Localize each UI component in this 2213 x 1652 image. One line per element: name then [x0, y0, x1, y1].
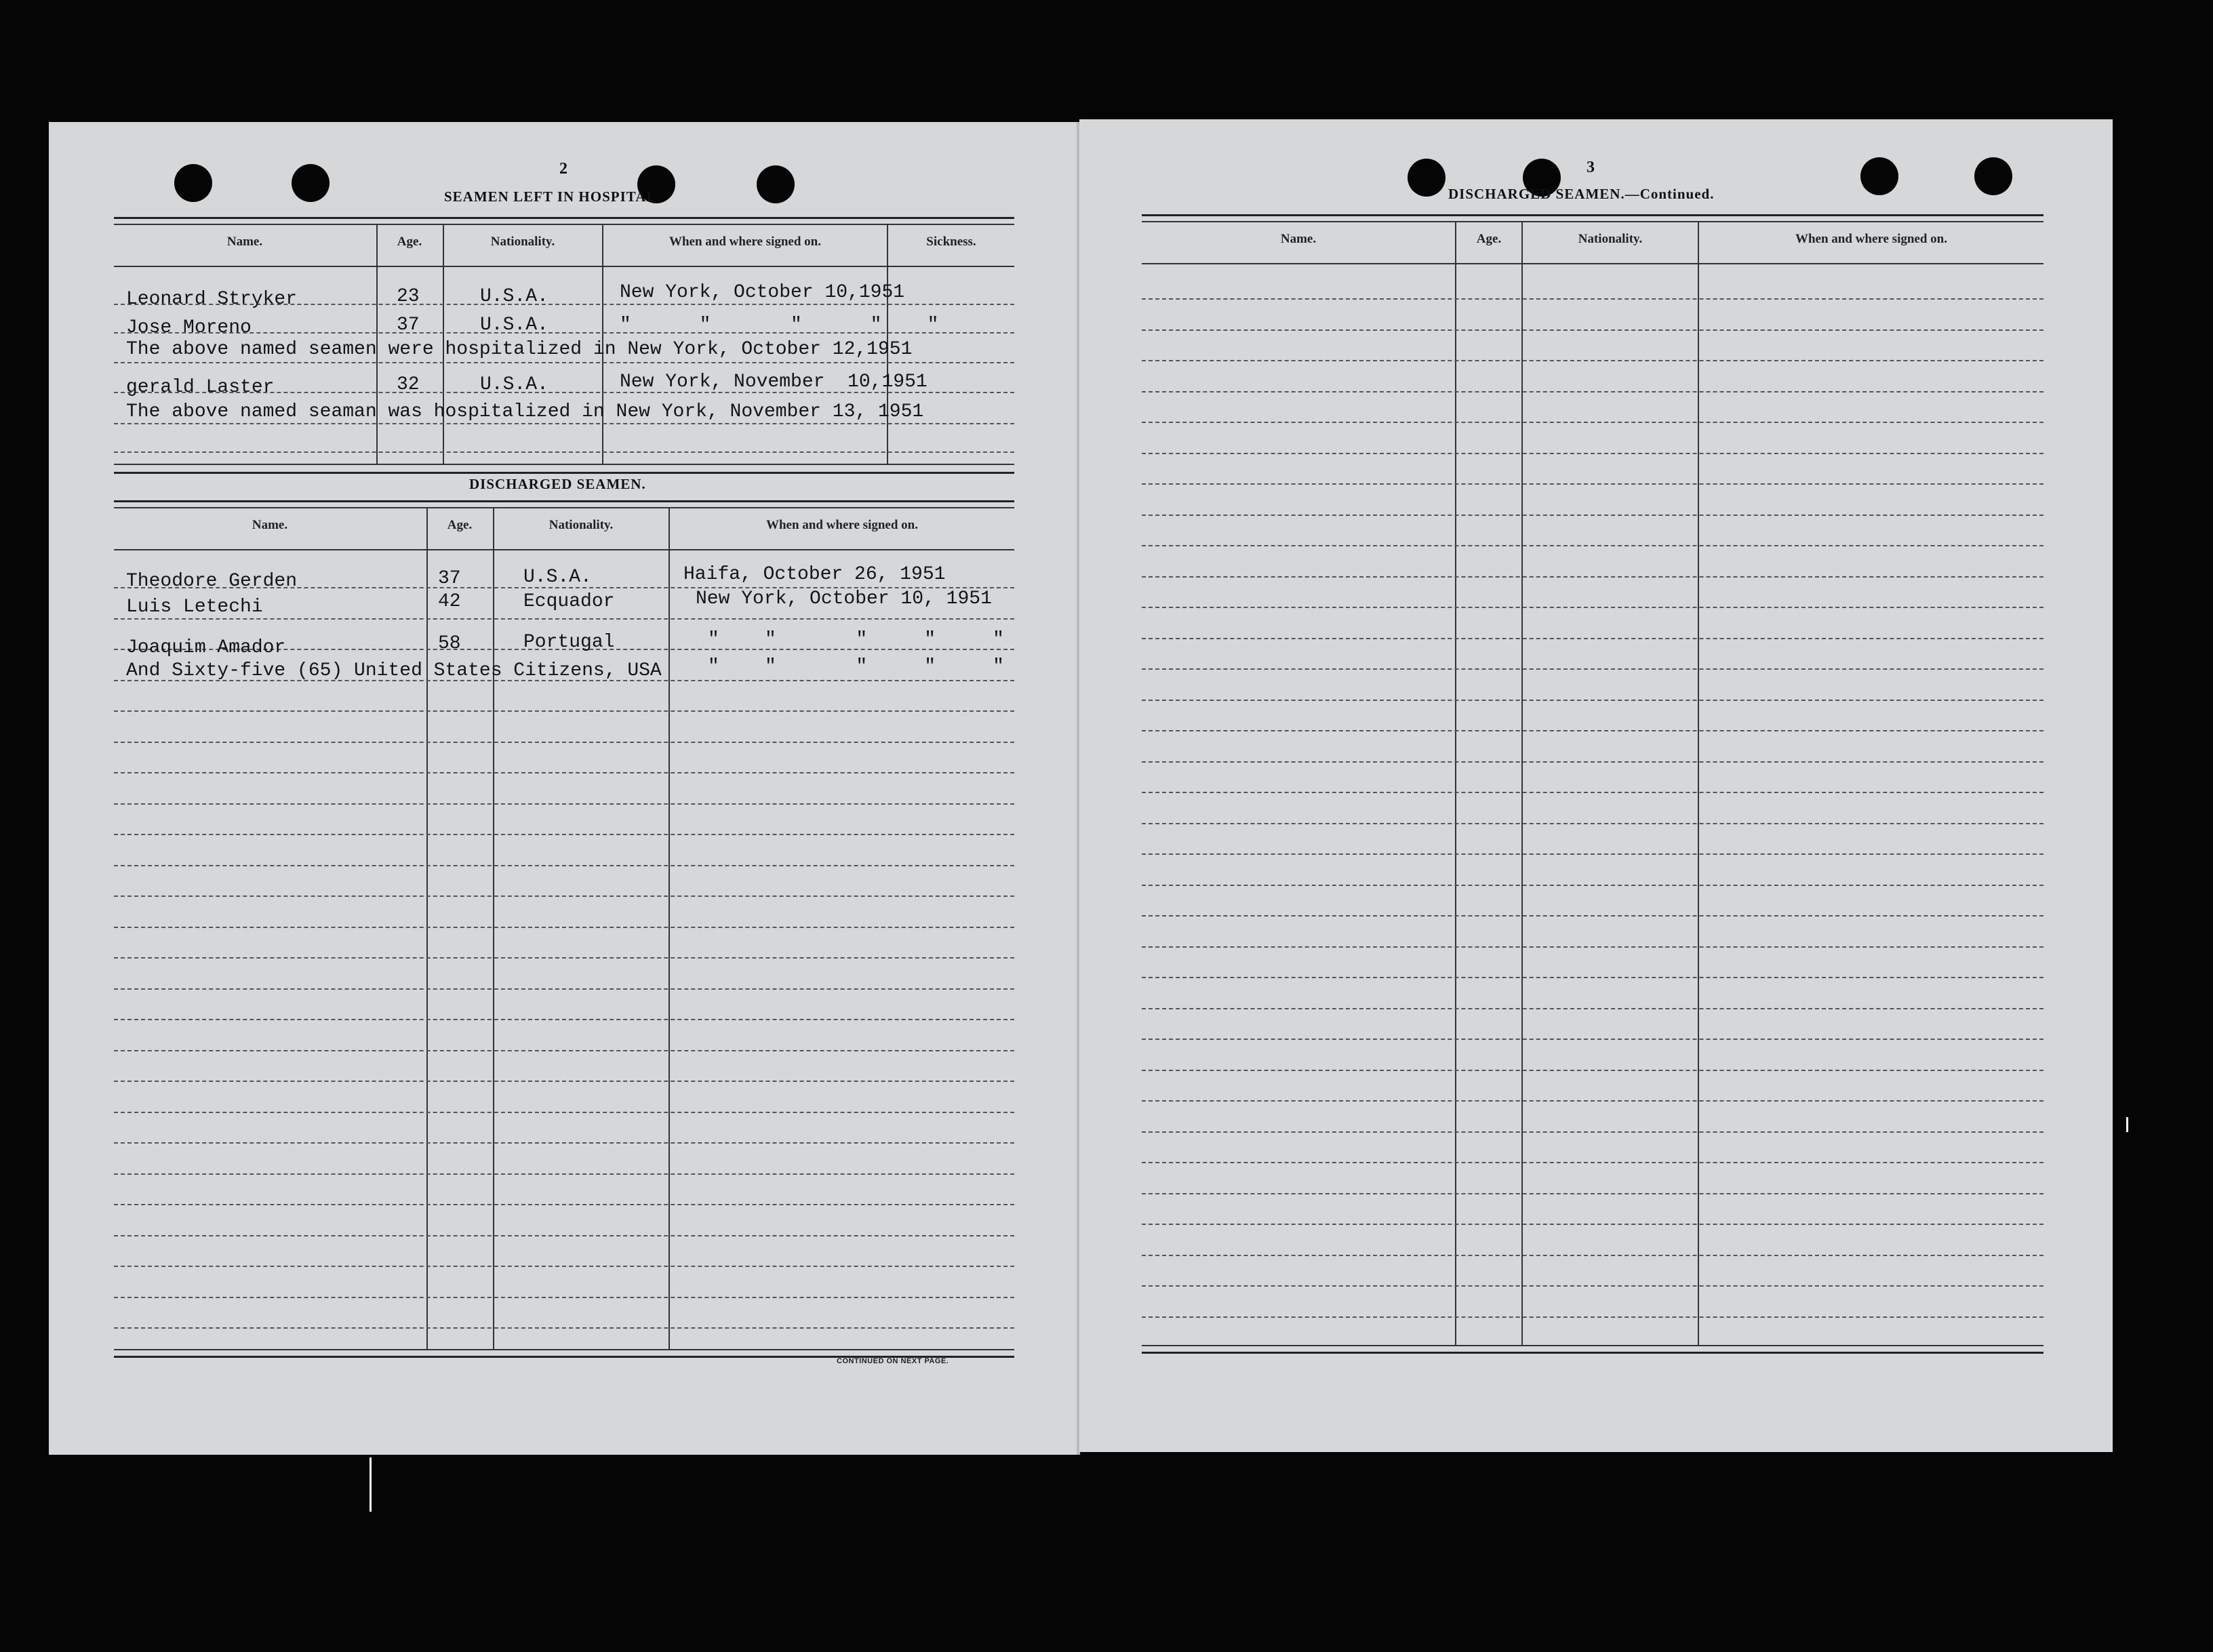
- right-col-name: Name.: [1280, 232, 1317, 246]
- ruled-row-line: [114, 1081, 1014, 1082]
- right-section-title: DISCHARGED SEAMEN.—Continued.: [1448, 186, 1715, 202]
- ruled-row-line: [1142, 1070, 2043, 1071]
- discharged-section-title: DISCHARGED SEAMEN.: [469, 476, 646, 492]
- ruled-row-line: [114, 803, 1014, 805]
- ruled-row-line: [1142, 576, 2043, 578]
- hospital-row-nationality: U.S.A.: [480, 315, 549, 336]
- hospital-row-age: 32: [397, 374, 420, 395]
- continued-footer: CONTINUED ON NEXT PAGE.: [837, 1357, 949, 1365]
- hospital-row-rule: [114, 423, 1014, 424]
- discharged-col-age: Age.: [447, 518, 473, 532]
- ruled-row-line: [114, 1327, 1014, 1329]
- right-page-number: 3: [1587, 159, 1595, 176]
- hospital-note: The above named seaman was hospitalized in New York, November 13, 1951: [126, 401, 924, 422]
- right-header-bottom-rule: [1142, 263, 2043, 264]
- ruled-row-line: [114, 834, 1014, 835]
- right-col-signed-on: When and where signed on.: [1795, 232, 1947, 246]
- discharged-header-bottom-rule: [114, 549, 1014, 550]
- ruled-row-line: [114, 1266, 1014, 1267]
- hospital-col-sickness: Sickness.: [926, 235, 976, 249]
- right-table-top-rule-2: [1142, 221, 2043, 222]
- hospital-col-age: Age.: [397, 235, 422, 249]
- hospital-row-rule: [114, 451, 1014, 453]
- right-col-age: Age.: [1476, 232, 1502, 246]
- discharged-col-divider: [669, 508, 670, 1349]
- ruled-row-line: [114, 1019, 1014, 1020]
- hospital-table-top-rule: [114, 217, 1014, 219]
- right-table-bottom-rule: [1142, 1345, 2043, 1346]
- discharged-col-divider: [426, 508, 428, 1349]
- ruled-row-line: [114, 710, 1014, 712]
- ruled-row-line: [1142, 298, 2043, 300]
- ruled-row-line: [114, 1112, 1014, 1113]
- discharged-col-signed-on: When and where signed on.: [765, 518, 918, 532]
- ruled-row-line: [114, 772, 1014, 773]
- ruled-row-line: [114, 895, 1014, 897]
- ruled-row-line: [1142, 391, 2043, 392]
- hospital-col-nationality: Nationality.: [490, 235, 555, 249]
- discharged-table-top-rule: [114, 500, 1014, 502]
- hospital-row-age: 23: [397, 286, 420, 307]
- punch-hole: [1408, 159, 1446, 197]
- right-page: [1079, 119, 2113, 1452]
- ruled-row-line: [1142, 607, 2043, 608]
- ruled-row-line: [114, 957, 1014, 959]
- discharged-col-nationality: Nationality.: [549, 518, 614, 532]
- punch-hole: [1860, 157, 1898, 195]
- scan-artifact: [370, 1457, 372, 1512]
- hospital-row-name: Jose Moreno: [126, 317, 252, 338]
- ruled-row-line: [1142, 946, 2043, 948]
- discharged-table-bottom-rule: [114, 1349, 1014, 1350]
- ruled-row-line: [1142, 1255, 2043, 1256]
- discharged-row-name: Joaquim Amador: [126, 637, 286, 658]
- discharged-row-age: 58: [438, 633, 461, 654]
- discharged-row-signed-on: Haifa, October 26, 1951: [683, 564, 946, 585]
- ruled-row-line: [1142, 1039, 2043, 1040]
- ruled-row-line: [1142, 1100, 2043, 1102]
- punch-hole: [757, 165, 795, 203]
- discharged-table-top-rule-2: [114, 507, 1014, 508]
- hospital-table-bottom-rule: [114, 464, 1014, 465]
- left-page-number: 2: [559, 160, 567, 178]
- ruled-row-line: [1142, 638, 2043, 639]
- ruled-row-line: [1142, 792, 2043, 793]
- ruled-row-line: [1142, 360, 2043, 361]
- hospital-row-age: 37: [397, 315, 420, 336]
- right-table-bottom-rule-2: [1142, 1352, 2043, 1354]
- right-col-nationality: Nationality.: [1578, 232, 1643, 246]
- discharged-row-nationality: Portugal: [523, 632, 615, 653]
- punch-hole: [1974, 157, 2012, 195]
- ruled-row-line: [114, 1204, 1014, 1205]
- ruled-row-line: [114, 1050, 1014, 1051]
- discharged-row-age: 37: [438, 568, 461, 589]
- ruled-row-line: [114, 1173, 1014, 1175]
- ruled-row-line: [1142, 1008, 2043, 1009]
- hospital-row-signed-on: New York, October 10,1951: [620, 282, 905, 303]
- discharged-row-signed-on: " " " " ": [708, 629, 1004, 650]
- hospital-col-signed-on: When and where signed on.: [669, 235, 821, 249]
- hospital-header-bottom-rule: [114, 266, 1014, 267]
- ruled-row-line: [114, 988, 1014, 990]
- ruled-row-line: [1142, 422, 2043, 423]
- ruled-row-line: [1142, 1193, 2043, 1194]
- ruled-row-line: [1142, 1285, 2043, 1287]
- ruled-row-line: [1142, 453, 2043, 454]
- hospital-row-signed-on: " " " " ": [620, 315, 939, 336]
- punch-hole: [292, 164, 330, 202]
- discharged-row-age: 42: [438, 591, 461, 612]
- ruled-row-line: [1142, 1316, 2043, 1318]
- ruled-row-line: [1142, 700, 2043, 701]
- discharged-row-nationality: Ecquador: [523, 591, 615, 612]
- hospital-table-bottom-rule-2: [114, 472, 1014, 474]
- ruled-row-line: [1142, 515, 2043, 516]
- ruled-row-line: [114, 1142, 1014, 1144]
- scan-artifact: [2126, 1117, 2128, 1132]
- ruled-row-line: [1142, 853, 2043, 855]
- discharged-row-signed-on: " " " " ": [708, 656, 1004, 677]
- ruled-row-line: [114, 742, 1014, 743]
- ruled-row-line: [1142, 885, 2043, 886]
- discharged-row-name: And Sixty-five (65) United States Citizens, USA: [126, 660, 662, 681]
- hospital-note: The above named seamen were hospitalized in New York, October 12,1951: [126, 339, 913, 360]
- ruled-row-line: [1142, 823, 2043, 824]
- ruled-row-line: [1142, 1224, 2043, 1225]
- hospital-section-title: SEAMEN LEFT IN HOSPITAL.: [444, 188, 661, 205]
- hospital-col-name: Name.: [226, 235, 263, 249]
- hospital-row-nationality: U.S.A.: [480, 374, 549, 395]
- ruled-row-line: [1142, 977, 2043, 978]
- ruled-row-line: [1142, 483, 2043, 485]
- ruled-row-line: [114, 1297, 1014, 1298]
- punch-hole: [174, 164, 212, 202]
- discharged-row-signed-on: New York, October 10, 1951: [696, 588, 992, 609]
- hospital-row-rule: [114, 362, 1014, 363]
- ruled-row-line: [114, 865, 1014, 866]
- ruled-row-line: [1142, 915, 2043, 916]
- hospital-row-signed-on: New York, November 10,1951: [620, 371, 928, 392]
- discharged-col-divider: [493, 508, 494, 1349]
- ruled-row-line: [114, 1235, 1014, 1236]
- ruled-row-line: [1142, 545, 2043, 546]
- ruled-row-line: [114, 927, 1014, 928]
- ruled-row-line: [1142, 1131, 2043, 1133]
- ruled-row-line: [1142, 730, 2043, 731]
- ruled-row-line: [114, 618, 1014, 620]
- ruled-row-line: [1142, 761, 2043, 763]
- hospital-row-nationality: U.S.A.: [480, 286, 549, 307]
- hospital-row-name: Leonard Stryker: [126, 289, 298, 310]
- ruled-row-line: [1142, 1162, 2043, 1163]
- discharged-row-name: Luis Letechi: [126, 597, 263, 618]
- discharged-row-name: Theodore Gerden: [126, 571, 298, 592]
- right-table-top-rule: [1142, 214, 2043, 216]
- hospital-row-name: gerald Laster: [126, 377, 275, 398]
- hospital-table-top-rule-2: [114, 224, 1014, 225]
- ruled-row-line: [1142, 668, 2043, 670]
- discharged-col-name: Name.: [252, 518, 288, 532]
- ruled-row-line: [1142, 329, 2043, 331]
- discharged-row-nationality: U.S.A.: [523, 567, 592, 588]
